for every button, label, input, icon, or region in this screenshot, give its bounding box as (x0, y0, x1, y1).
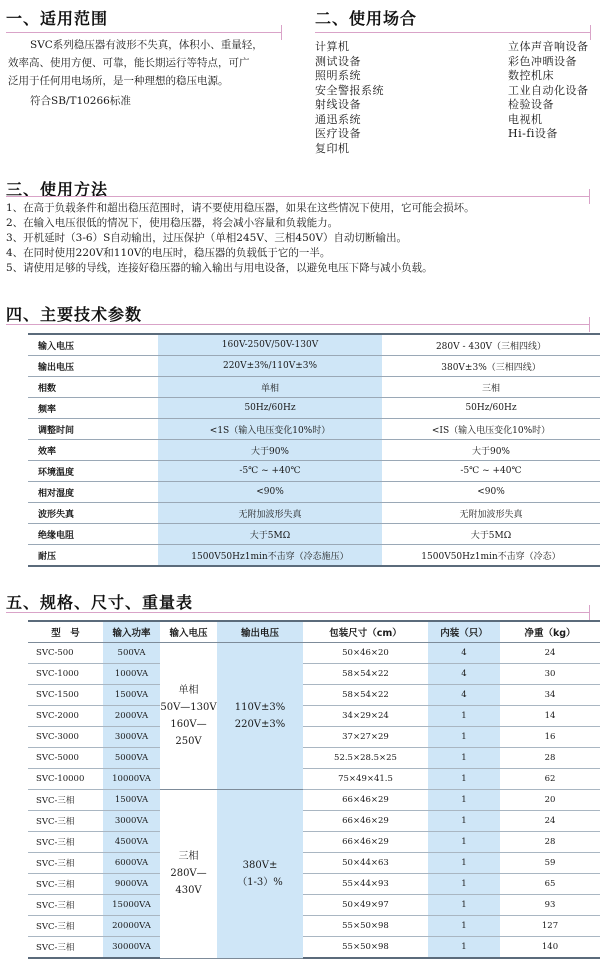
table-row (28, 398, 600, 419)
table-row (28, 874, 600, 895)
cell-size: 75×49×41.5 (303, 769, 428, 790)
usage-line: 4、在同时使用220V和110V的电压时，稳压器的负载低于它的一半。 (6, 247, 331, 259)
cell-weight: 62 (500, 769, 600, 790)
cell-weight: 20 (500, 790, 600, 811)
cell-power: 6000VA (103, 853, 160, 874)
usage-line: 5、请使用足够的导线，连接好稳压器的输入输出与用电设备，以避免电压下降与减小负载。 (6, 262, 433, 274)
cell-qty: 1 (428, 727, 500, 748)
three-phase-vout (217, 790, 303, 959)
use-item: 计算机 (315, 40, 350, 53)
param-label: 输入电压 (28, 334, 158, 356)
param-label: 效率 (28, 440, 158, 461)
cell-qty: 4 (428, 664, 500, 685)
cell-weight: 140 (500, 937, 600, 959)
cell-power: 1500VA (103, 790, 160, 811)
cell-size: 58×54×22 (303, 685, 428, 706)
param-three: 380V±3%（三相四线） (382, 356, 600, 377)
cell-qty: 4 (428, 685, 500, 706)
cell-qty: 1 (428, 937, 500, 959)
param-single: 大于5MΩ (158, 524, 382, 545)
section3-rule (6, 196, 590, 197)
cell-qty: 1 (428, 811, 500, 832)
param-label: 波形失真 (28, 503, 158, 524)
col-header-power: 输入功率 (103, 621, 160, 643)
use-item: 医疗设备 (315, 127, 361, 140)
table-row (28, 377, 600, 398)
cell-power: 3000VA (103, 811, 160, 832)
param-three: 大于5MΩ (382, 524, 600, 545)
use-item: 照明系统 (315, 69, 361, 82)
param-label: 调整时间 (28, 419, 158, 440)
table-row (28, 524, 600, 545)
vout-line: （1-3）% (237, 876, 283, 888)
param-label: 相数 (28, 377, 158, 398)
param-three: 50Hz/60Hz (382, 398, 600, 419)
use-item: 复印机 (315, 141, 350, 155)
use-item: 安全警报系统 (315, 83, 384, 97)
param-three: <90% (382, 482, 600, 503)
cell-size: 66×46×29 (303, 811, 428, 832)
param-three: 1500V50Hz1min不击穿（冷态） (382, 545, 600, 567)
section2-left-list (315, 40, 384, 156)
use-item: 数控机床 (508, 69, 554, 82)
cell-weight: 127 (500, 916, 600, 937)
cell-model: SVC-10000 (28, 769, 103, 790)
section2-right-list (508, 40, 589, 142)
tech-params-table (28, 333, 600, 567)
col-header-weight: 净重（kg） (500, 621, 600, 643)
section1-line-3: 泛用于任何用电场所，是一种理想的稳压电源。 (8, 75, 229, 87)
cell-size: 66×46×29 (303, 832, 428, 853)
vin-line: 单相 (178, 685, 199, 696)
cell-power: 3000VA (103, 727, 160, 748)
section4-rule (6, 324, 590, 325)
three-phase-vin (160, 790, 217, 959)
table-row (28, 832, 600, 853)
table-row (28, 545, 600, 567)
cell-qty: 1 (428, 916, 500, 937)
section1-rule (6, 32, 282, 33)
cell-size: 34×29×24 (303, 706, 428, 727)
table-row (28, 916, 600, 937)
cell-weight: 28 (500, 832, 600, 853)
cell-weight: 93 (500, 895, 600, 916)
cell-size: 58×54×22 (303, 664, 428, 685)
cell-qty: 1 (428, 769, 500, 790)
param-single: <1S（输入电压变化10%时） (158, 419, 382, 440)
table-row (28, 503, 600, 524)
table-row (28, 790, 600, 811)
cell-power: 1500VA (103, 685, 160, 706)
section3-title: 三、使用方法 (6, 180, 109, 199)
param-single: 单相 (158, 377, 382, 398)
vout-line: 380V± (242, 859, 278, 871)
param-label: 绝缘电阻 (28, 524, 158, 545)
cell-power: 1000VA (103, 664, 160, 685)
section1-line-4: 符合SB/T10266标准 (30, 95, 131, 107)
param-three: 无附加波形失真 (382, 503, 600, 524)
usage-line: 1、在高于负载条件和超出稳压范围时，请不要使用稳压器，如果在这些情况下使用，它可能会损坏。 (6, 202, 475, 214)
table-row (28, 419, 600, 440)
cell-model: SVC-1500 (28, 685, 103, 706)
cell-model: SVC-2000 (28, 706, 103, 727)
use-item: 立体声音响设备 (508, 40, 589, 53)
table-row (28, 706, 600, 727)
vout-line: 110V±3% (234, 702, 286, 713)
vin-line: 160V—250V (170, 719, 207, 747)
cell-model: SVC-3000 (28, 727, 103, 748)
section1-title: 一、适用范围 (6, 9, 109, 28)
param-single: 160V-250V/50V-130V (158, 334, 382, 356)
use-item: 通迅系统 (315, 112, 361, 126)
col-header-qty: 内装（只） (428, 621, 500, 643)
use-item: 彩色冲晒设备 (508, 54, 577, 68)
cell-weight: 34 (500, 685, 600, 706)
col-header-vout: 输出电压 (217, 621, 303, 643)
cell-size: 37×27×29 (303, 727, 428, 748)
cell-size: 50×46×20 (303, 643, 428, 664)
section2-rule (315, 32, 591, 33)
cell-model: SVC-三相 (28, 832, 103, 853)
table-row (28, 482, 600, 503)
cell-qty: 1 (428, 895, 500, 916)
table-row (28, 643, 600, 664)
table-header-row (28, 621, 600, 643)
use-item: Hi-fi设备 (508, 127, 558, 140)
cell-weight: 30 (500, 664, 600, 685)
vin-line: 280V—430V (170, 868, 207, 897)
cell-power: 5000VA (103, 748, 160, 769)
cell-qty: 1 (428, 832, 500, 853)
cell-power: 4500VA (103, 832, 160, 853)
cell-model: SVC-三相 (28, 937, 103, 959)
table-row (28, 685, 600, 706)
table-row (28, 769, 600, 790)
table-row (28, 748, 600, 769)
usage-line: 2、在输入电压很低的情况下，使用稳压器，将会减小容量和负载能力。 (6, 217, 339, 229)
cell-qty: 4 (428, 643, 500, 664)
cell-model: SVC-三相 (28, 853, 103, 874)
cell-qty: 1 (428, 790, 500, 811)
cell-model: SVC-三相 (28, 811, 103, 832)
cell-weight: 24 (500, 811, 600, 832)
cell-model: SVC-5000 (28, 748, 103, 769)
cell-size: 66×46×29 (303, 790, 428, 811)
vin-line: 50V—130V (160, 702, 217, 713)
cell-model: SVC-500 (28, 643, 103, 664)
table-row (28, 853, 600, 874)
section5-rule (6, 612, 590, 613)
vin-line: 三相 (178, 851, 199, 863)
table-row (28, 895, 600, 916)
use-item: 射线设备 (315, 98, 361, 111)
table-row (28, 461, 600, 482)
section5-title: 五、规格、尺寸、重量表 (6, 593, 194, 612)
param-single: -5℃ ~ +40℃ (158, 461, 382, 482)
cell-weight: 59 (500, 853, 600, 874)
cell-size: 50×44×63 (303, 853, 428, 874)
cell-weight: 16 (500, 727, 600, 748)
param-label: 频率 (28, 398, 158, 419)
cell-size: 55×50×98 (303, 937, 428, 959)
cell-model: SVC-1000 (28, 664, 103, 685)
table-row (28, 664, 600, 685)
cell-power: 15000VA (103, 895, 160, 916)
param-single: 大于90% (158, 440, 382, 461)
param-label: 相对湿度 (28, 482, 158, 503)
cell-size: 50×49×97 (303, 895, 428, 916)
section1-line-2: 效率高、使用方便、可靠，能长期运行等特点，可广 (8, 57, 250, 69)
vout-line: 220V±3% (234, 719, 286, 730)
param-label: 输出电压 (28, 356, 158, 377)
param-three: 三相 (382, 377, 600, 398)
cell-model: SVC-三相 (28, 916, 103, 937)
spec-table (28, 620, 600, 959)
cell-size: 52.5×28.5×25 (303, 748, 428, 769)
param-label: 环境温度 (28, 461, 158, 482)
section3-list (6, 201, 475, 276)
table-row (28, 727, 600, 748)
single-phase-vout (217, 643, 303, 790)
cell-power: 9000VA (103, 874, 160, 895)
section4-title: 四、主要技术参数 (6, 305, 143, 324)
cell-qty: 1 (428, 874, 500, 895)
cell-weight: 65 (500, 874, 600, 895)
col-header-vin: 输入电压 (160, 621, 217, 643)
cell-weight: 24 (500, 643, 600, 664)
cell-size: 55×44×93 (303, 874, 428, 895)
param-single: <90% (158, 482, 382, 503)
col-header-size: 包装尺寸（cm） (303, 621, 428, 643)
single-phase-vin (160, 643, 217, 790)
table-row (28, 440, 600, 461)
cell-power: 30000VA (103, 937, 160, 959)
param-single: 1500V50Hz1min不击穿（冷态施压） (158, 545, 382, 567)
param-single: 50Hz/60Hz (158, 398, 382, 419)
param-three: -5℃ ~ +40℃ (382, 461, 600, 482)
use-item: 工业自动化设备 (508, 83, 589, 97)
param-single: 无附加波形失真 (158, 503, 382, 524)
table-row (28, 937, 600, 959)
use-item: 电视机 (508, 112, 543, 126)
col-header-model: 型 号 (28, 621, 103, 643)
cell-qty: 1 (428, 748, 500, 769)
param-single: 220V±3%/110V±3% (158, 356, 382, 377)
cell-weight: 28 (500, 748, 600, 769)
table-row (28, 811, 600, 832)
cell-size: 55×50×98 (303, 916, 428, 937)
cell-power: 2000VA (103, 706, 160, 727)
cell-model: SVC-三相 (28, 895, 103, 916)
table-row (28, 356, 600, 377)
cell-qty: 1 (428, 706, 500, 727)
use-item: 测试设备 (315, 54, 361, 68)
param-three: 280V - 430V（三相四线） (382, 334, 600, 356)
section2-title: 二、使用场合 (315, 9, 418, 28)
param-three: <IS（输入电压变化10%时） (382, 419, 600, 440)
cell-power: 10000VA (103, 769, 160, 790)
usage-line: 3、开机延时（3-6）S自动输出，过压保护（单相245V、三相450V）自动切断输出。 (6, 232, 408, 244)
cell-weight: 14 (500, 706, 600, 727)
use-item: 检验设备 (508, 98, 554, 111)
cell-model: SVC-三相 (28, 874, 103, 895)
cell-model: SVC-三相 (28, 790, 103, 811)
cell-power: 500VA (103, 643, 160, 664)
section1-line-1: SVC系列稳压器有波形不失真，体积小、重量轻， (30, 39, 263, 51)
cell-qty: 1 (428, 853, 500, 874)
param-three: 大于90% (382, 440, 600, 461)
table-row (28, 334, 600, 356)
cell-power: 20000VA (103, 916, 160, 937)
param-label: 耐压 (28, 545, 158, 567)
